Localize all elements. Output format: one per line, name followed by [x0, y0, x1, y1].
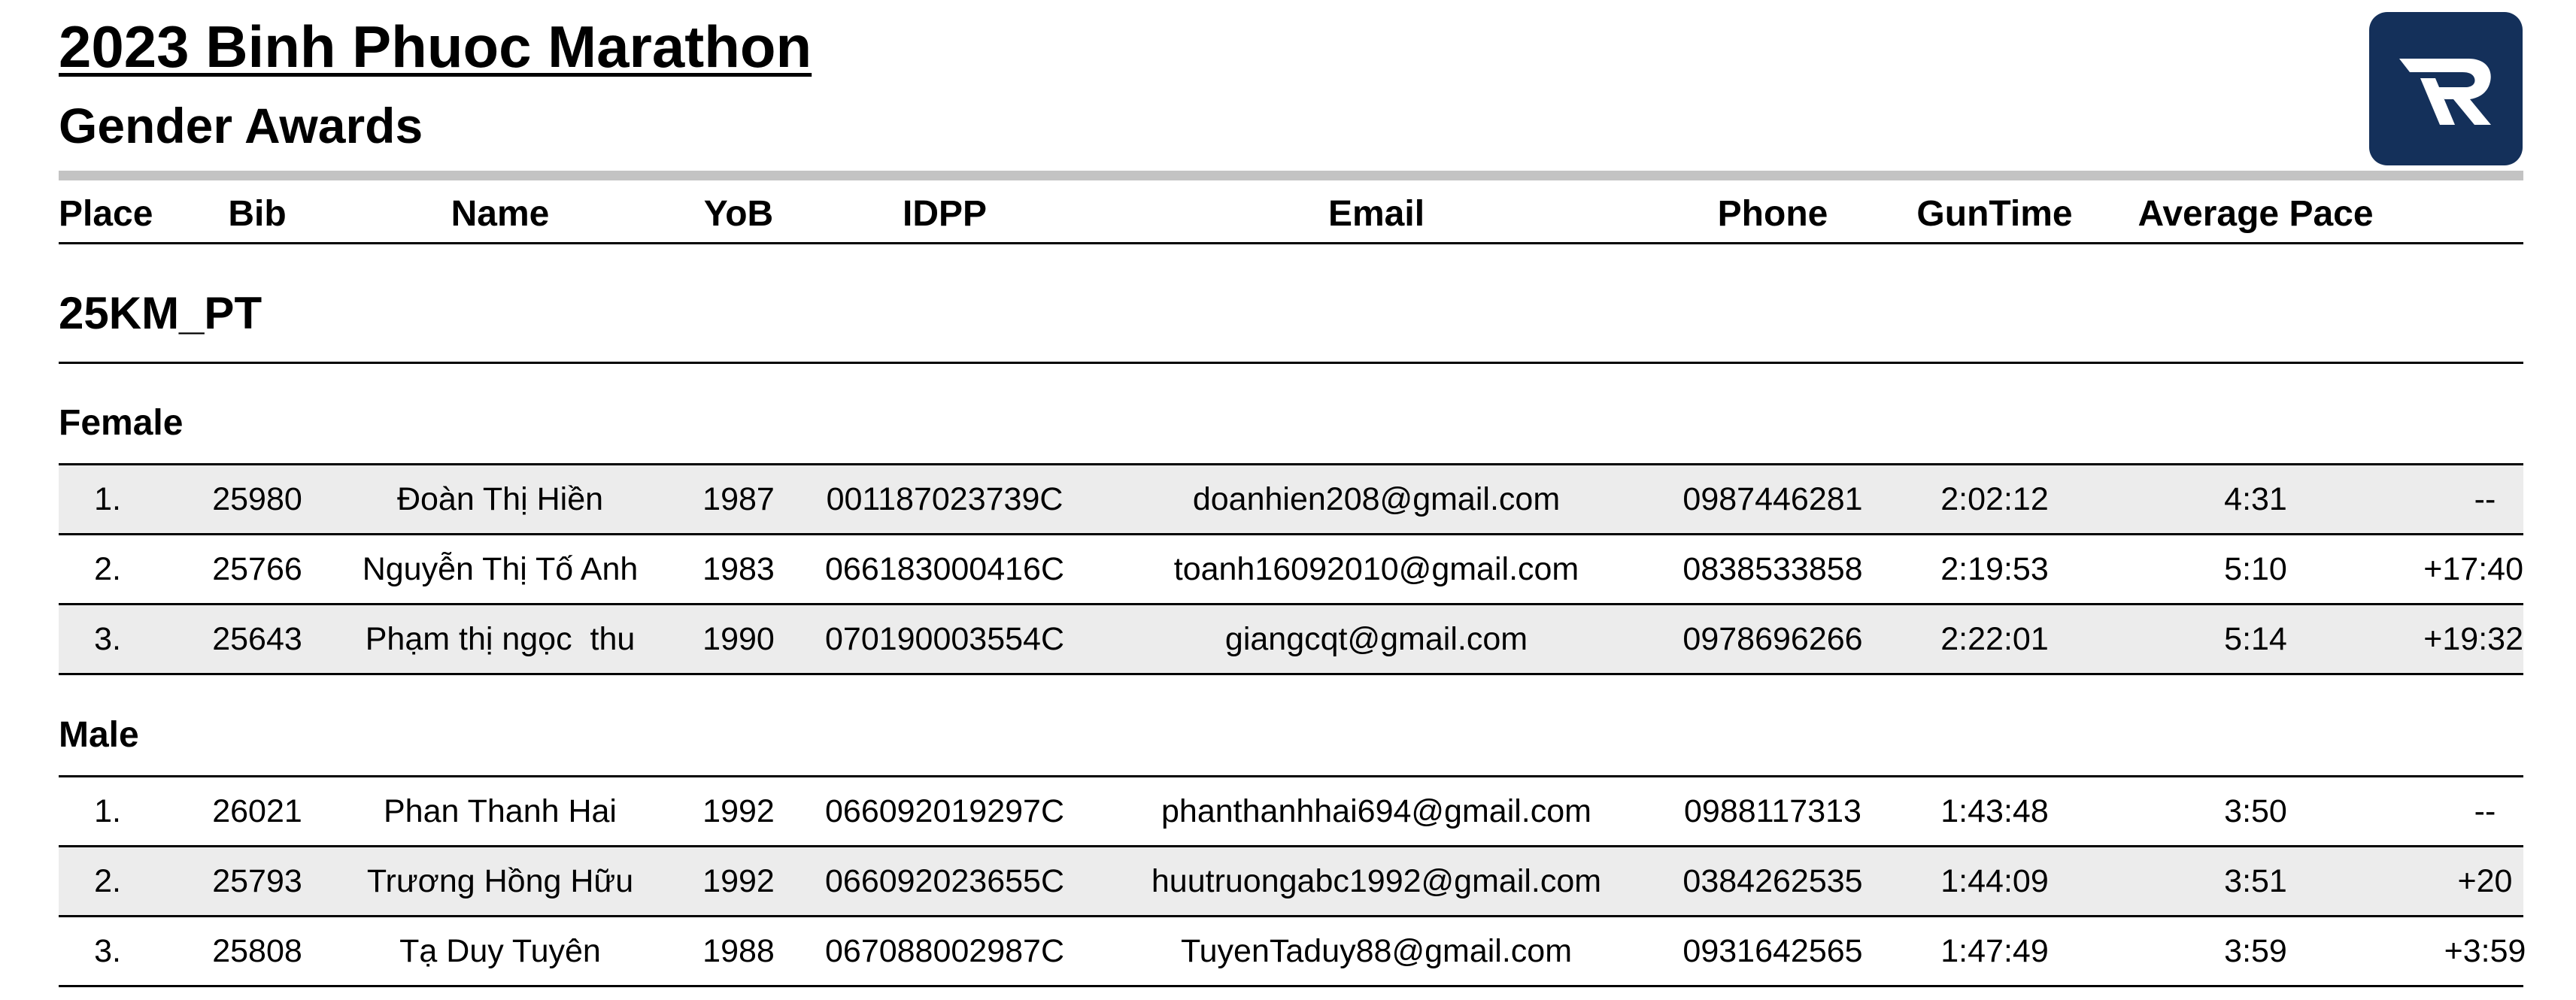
- column-header-name: Name: [451, 194, 550, 234]
- section-title: 25KM_PT: [59, 288, 262, 338]
- table-row: [59, 917, 2526, 985]
- cell-name: Phạm thị ngọc thu: [365, 621, 636, 657]
- cell-name: Phan Thanh Hai: [384, 793, 617, 829]
- cell-yob: 1988: [702, 933, 775, 969]
- cell-email: TuyenTaduy88@gmail.com: [1180, 933, 1573, 969]
- header-divider: [59, 171, 2523, 180]
- cell-bib: 25793: [212, 863, 302, 899]
- cell-email: doanhien208@gmail.com: [1192, 481, 1561, 517]
- cell-phone: 0978696266: [1682, 621, 1863, 657]
- table-row: [59, 535, 2523, 603]
- cell-gap: +20: [2457, 863, 2513, 899]
- cell-phone: 0384262535: [1682, 863, 1863, 899]
- cell-name: Trương Hồng Hữu: [366, 863, 634, 899]
- cell-bib: 25980: [212, 481, 302, 517]
- column-header-average-pace: Average Pace: [2138, 194, 2374, 234]
- page-subtitle: Gender Awards: [59, 98, 423, 153]
- column-header-idpp: IDPP: [902, 194, 988, 234]
- column-header-email: Email: [1327, 194, 1425, 234]
- cell-yob: 1990: [702, 621, 775, 657]
- cell-yob: 1992: [702, 863, 775, 899]
- cell-idpp: 066183000416C: [824, 551, 1065, 587]
- cell-place: 1.: [94, 481, 121, 517]
- cell-email: huutruongabc1992@gmail.com: [1151, 863, 1602, 899]
- header-bottom-rule: [59, 242, 2523, 244]
- cell-yob: 1992: [702, 793, 775, 829]
- cell-guntime: 2:02:12: [1940, 481, 2049, 517]
- cell-yob: 1983: [702, 551, 775, 587]
- page-title: 2023 Binh Phuoc Marathon: [59, 14, 812, 80]
- group-title-female: Female: [59, 403, 184, 443]
- cell-name: Tạ Duy Tuyên: [399, 933, 601, 969]
- cell-gap: --: [2474, 481, 2496, 517]
- table-row: [59, 465, 2523, 533]
- cell-pace: 3:51: [2224, 863, 2287, 899]
- cell-idpp: 066092023655C: [824, 863, 1065, 899]
- cell-place: 3.: [94, 933, 121, 969]
- column-header-guntime: GunTime: [1916, 194, 2073, 234]
- cell-place: 2.: [94, 551, 121, 587]
- cell-place: 1.: [94, 793, 121, 829]
- cell-name: Đoàn Thị Hiền: [396, 481, 604, 517]
- cell-phone: 0838533858: [1682, 551, 1863, 587]
- cell-gap: +3:59: [2444, 933, 2526, 969]
- table-header: [59, 188, 2523, 241]
- cell-idpp: 066092019297C: [824, 793, 1065, 829]
- cell-idpp: 067088002987C: [824, 933, 1065, 969]
- cell-email: toanh16092010@gmail.com: [1173, 551, 1579, 587]
- group-title-male: Male: [59, 715, 139, 755]
- column-header-bib: Bib: [228, 194, 287, 234]
- cell-idpp: 001187023739C: [826, 481, 1063, 517]
- cell-guntime: 2:22:01: [1940, 621, 2049, 657]
- cell-pace: 3:59: [2224, 933, 2287, 969]
- cell-place: 3.: [94, 621, 121, 657]
- runner-r-logo-icon: [2369, 12, 2523, 165]
- cell-email: giangcqt@gmail.com: [1224, 621, 1528, 657]
- cell-guntime: 2:19:53: [1940, 551, 2049, 587]
- table-row: [59, 605, 2523, 673]
- section-rule: [59, 362, 2523, 364]
- row-rule: [59, 673, 2523, 675]
- table-row: [59, 777, 2523, 845]
- cell-email: phanthanhhai694@gmail.com: [1161, 793, 1591, 829]
- column-header-phone: Phone: [1717, 194, 1828, 234]
- cell-phone: 0931642565: [1682, 933, 1863, 969]
- cell-gap: --: [2474, 793, 2496, 829]
- cell-place: 2.: [94, 863, 121, 899]
- cell-phone: 0988117313: [1684, 793, 1861, 829]
- cell-bib: 25808: [212, 933, 302, 969]
- cell-pace: 4:31: [2224, 481, 2287, 517]
- cell-bib: 25766: [212, 551, 302, 587]
- column-header-place: Place: [59, 194, 153, 234]
- cell-gap: +19:32: [2423, 621, 2523, 657]
- cell-gap: +17:40: [2423, 551, 2523, 587]
- cell-name: Nguyễn Thị Tố Anh: [362, 551, 639, 587]
- cell-pace: 5:14: [2224, 621, 2287, 657]
- cell-phone: 0987446281: [1682, 481, 1863, 517]
- cell-idpp: 070190003554C: [824, 621, 1065, 657]
- cell-yob: 1987: [702, 481, 775, 517]
- column-header-yob: YoB: [703, 194, 774, 234]
- cell-pace: 5:10: [2224, 551, 2287, 587]
- cell-guntime: 1:43:48: [1940, 793, 2049, 829]
- cell-guntime: 1:47:49: [1940, 933, 2049, 969]
- cell-guntime: 1:44:09: [1940, 863, 2049, 899]
- table-row: [59, 847, 2523, 915]
- cell-bib: 25643: [212, 621, 302, 657]
- cell-pace: 3:50: [2224, 793, 2287, 829]
- row-rule: [59, 985, 2523, 987]
- cell-bib: 26021: [212, 793, 302, 829]
